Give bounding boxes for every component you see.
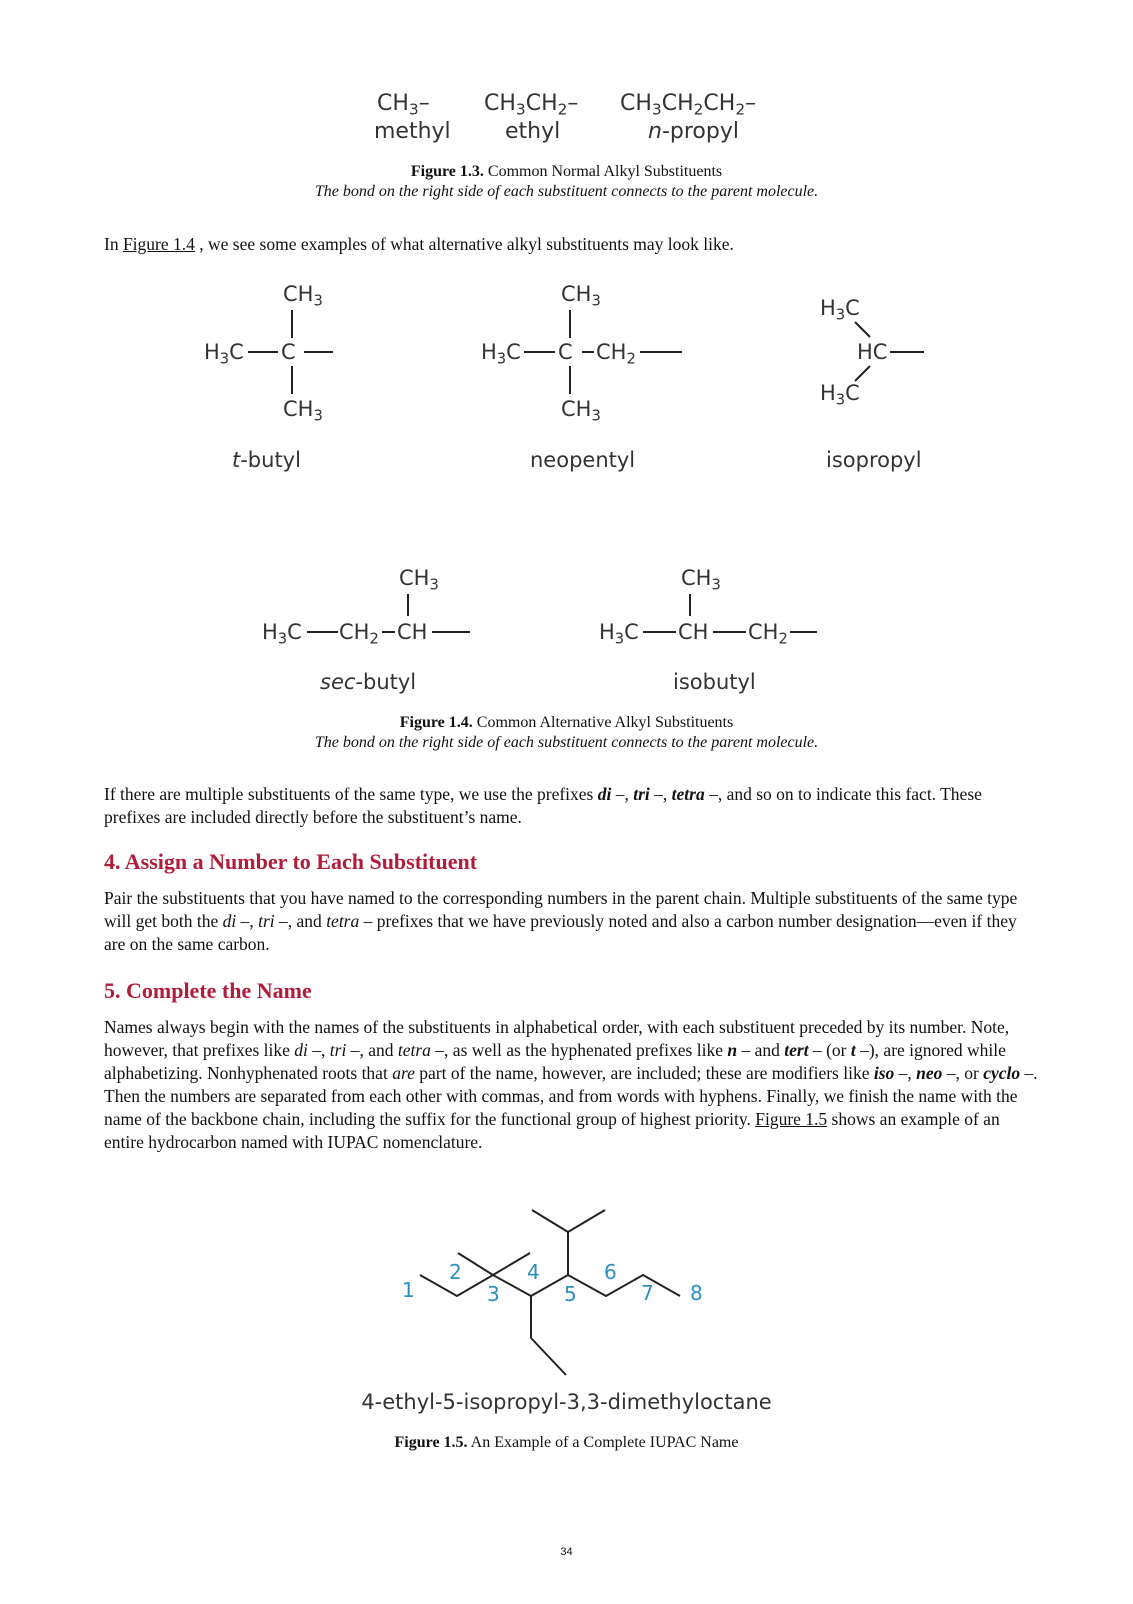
section-4-heading: 4. Assign a Number to Each Substituent [104, 849, 478, 874]
isopropyl-hc: HC [857, 340, 888, 364]
figure-1-3-caption: Figure 1.3. Common Normal Alkyl Substituents [410, 163, 723, 180]
secbutyl-ch2: $CH_2$ [339, 620, 379, 648]
neopentyl-name: neopentyl [530, 448, 636, 472]
ethyl-formula: $CH_3CH_2-$ [484, 91, 579, 119]
carbon-number-6: 6 [604, 1260, 617, 1284]
tbutyl-bottom-ch3: $CH_3$ [283, 397, 323, 425]
ethyl-name: ethyl [505, 119, 561, 144]
carbon-number-3: 3 [487, 1282, 500, 1306]
carbon-number-7: 7 [641, 1281, 654, 1305]
tbutyl-name: t-butyl [232, 448, 301, 472]
figure-1-3-subcaption: The bond on the right side of each substituent connects to the parent molecule. [314, 183, 819, 200]
tbutyl-c: C [281, 340, 296, 364]
isopropyl-name: isopropyl [826, 448, 922, 472]
isopropyl-bottom-h3c: $H_3C$ [820, 381, 860, 409]
carbon-number-1: 1 [402, 1278, 415, 1302]
methyl-formula: $CH_3-$ [377, 91, 430, 119]
carbon-number-5: 5 [564, 1282, 577, 1306]
secbutyl-ch: CH [397, 620, 428, 644]
carbon-number-2: 2 [449, 1260, 462, 1284]
isobutyl-ch2: $CH_2$ [748, 620, 788, 648]
figure-1-5-caption: Figure 1.5. An Example of a Complete IUPAC Name [394, 1434, 739, 1451]
isobutyl-name: isobutyl [673, 670, 756, 694]
neopentyl-ch2: $CH_2$ [596, 340, 636, 368]
isopropyl-top-h3c: $H_3C$ [820, 296, 860, 324]
carbon-number-8: 8 [690, 1281, 703, 1305]
neopentyl-h3c: $H_3C$ [481, 340, 521, 368]
secbutyl-ch3: $CH_3$ [399, 566, 439, 594]
prefixes-paragraph: If there are multiple substituents of the same type, we use the prefixes di –, tri –, tetra –, and so on to indicate this fact. These prefixes are included directly before the substituent’s name. [104, 784, 982, 827]
neopentyl-bottom-ch3: $CH_3$ [561, 397, 601, 425]
section-5-paragraph: Names always begin with the names of the substituents in alphabetical order, with each substituent preceded by its number. Note, however, that prefixes like di –, tri –, and tetra –, as well as the hyphenated prefixes like n – and tert – (or t –), are ignored while alphabetizing. Nonhyphenated roots that are part of the name, however, are included; these are modifiers like iso –, neo –, or cyclo –. Then the numbers are separated from each other with commas, and from words with hyphens. Finally, we finish the name with the name of the backbone chain, including the suffix for the functional group of highest priority. Figure 1.5 shows an example of an entire hydrocarbon named with IUPAC nomenclature. [104, 1017, 1038, 1152]
tbutyl-h3c: $H_3C$ [204, 340, 244, 368]
section-4-paragraph: Pair the substituents that you have named to the corresponding numbers in the parent chain. Multiple substituents of the same type will get both the di –, tri –, and tetra – prefixes that we have previously noted and also a carbon number designation—even if they are on the same carbon. [104, 888, 1018, 954]
neopentyl-c: C [558, 340, 573, 364]
isobutyl-h3c: $H_3C$ [599, 620, 639, 648]
section-5-heading: 5. Complete the Name [104, 978, 312, 1003]
methyl-name: methyl [374, 119, 451, 144]
intro-paragraph: In Figure 1.4 , we see some examples of what alternative alkyl substituents may look like. [104, 234, 734, 254]
figure-1-5-link[interactable]: Figure 1.5 [755, 1109, 828, 1129]
secbutyl-h3c: $H_3C$ [262, 620, 302, 648]
isobutyl-ch3: $CH_3$ [681, 566, 721, 594]
figure-1-4-caption: Figure 1.4. Common Alternative Alkyl Substituents [399, 714, 734, 731]
secbutyl-name: sec-butyl [320, 670, 417, 694]
isobutyl-ch: CH [678, 620, 709, 644]
tbutyl-top-ch3: $CH_3$ [283, 282, 323, 310]
page-number: 34 [560, 1546, 573, 1558]
npropyl-formula: $CH_3CH_2CH_2-$ [620, 91, 757, 119]
figure-1-4-subcaption: The bond on the right side of each substituent connects to the parent molecule. [314, 734, 819, 751]
figure-1-4-link[interactable]: Figure 1.4 [122, 234, 195, 254]
npropyl-name: n-propyl [648, 119, 739, 144]
compound-name: 4-ethyl-5-isopropyl-3,3-dimethyloctane [361, 1390, 772, 1414]
neopentyl-top-ch3: $CH_3$ [561, 282, 601, 310]
carbon-number-4: 4 [527, 1260, 540, 1284]
